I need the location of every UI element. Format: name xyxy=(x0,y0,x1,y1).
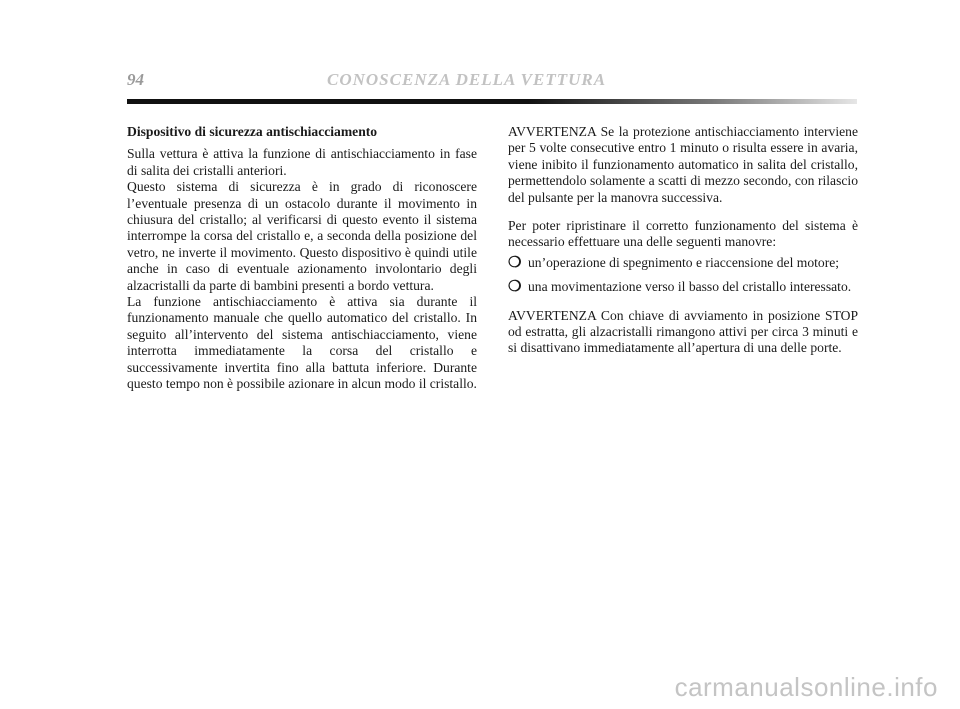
warning-paragraph: AVVERTENZA Con chiave di avviamento in posizione STOP od estratta, gli alzacristalli rimangono attivi per circa 3 minuti e si disattivano immediatamente all’apertura di una delle porte. xyxy=(508,307,858,356)
bullet-icon: ❍ xyxy=(508,279,522,296)
watermark: carmanualsonline.info xyxy=(674,672,938,702)
bullet-icon: ❍ xyxy=(508,254,522,271)
header-rule xyxy=(127,99,857,104)
warning-paragraph: AVVERTENZA Se la protezione antischiacciamento interviene per 5 volte consecutive entro 1 minuto o risulta essere in avaria, viene inibito il funzionamento automatico in salita del cristallo, permettendolo solamente a scatti di mezzo secondo, con rilascio del pulsante per la manovra successiva. xyxy=(508,124,858,205)
list-item-text: una movimentazione verso il basso del cristallo interessato. xyxy=(528,279,852,295)
right-column xyxy=(508,124,858,357)
page-number: 94 xyxy=(127,70,144,89)
list-item xyxy=(508,279,858,295)
page-header xyxy=(127,62,857,102)
paragraph: Questo sistema di sicurezza è in grado di riconoscere l’eventuale presenza di un ostacolo durante il movimento in chiusura del cristallo; al verificarsi di questo evento il sistema interrompe la corsa del cristallo e, a seconda della posizione del vetro, ne inverte il movimento. Questo dispositivo è quindi utile anche in caso di eventuale azionamento involontario degli alzacristalli da parte di bambini presenti a bordo vettura. xyxy=(127,179,477,293)
list-item-text: un’operazione di spegnimento e riaccensione del motore; xyxy=(528,254,840,270)
section-title: CONOSCENZA DELLA VETTURA xyxy=(327,70,607,89)
list-item xyxy=(508,255,858,271)
paragraph: Per poter ripristinare il corretto funzionamento del sistema è necessario effettuare una delle seguenti manovre: xyxy=(508,218,858,250)
left-column xyxy=(127,124,477,393)
section-heading: Dispositivo di sicurezza antischiacciamento xyxy=(127,124,378,139)
paragraph: Sulla vettura è attiva la funzione di antischiacciamento in fase di salita dei cristalli anteriori. xyxy=(127,146,477,178)
paragraph: La funzione antischiacciamento è attiva sia durante il funzionamento manuale che quello automatico del cristallo. In seguito all’intervento del sistema antischiacciamento, viene interrotta immediatamente la corsa del cristallo e successivamente invertita fino alla battuta inferiore. Durante questo tempo non è possibile azionare in alcun modo il cristallo. xyxy=(127,294,477,392)
bullet-list xyxy=(508,255,858,296)
